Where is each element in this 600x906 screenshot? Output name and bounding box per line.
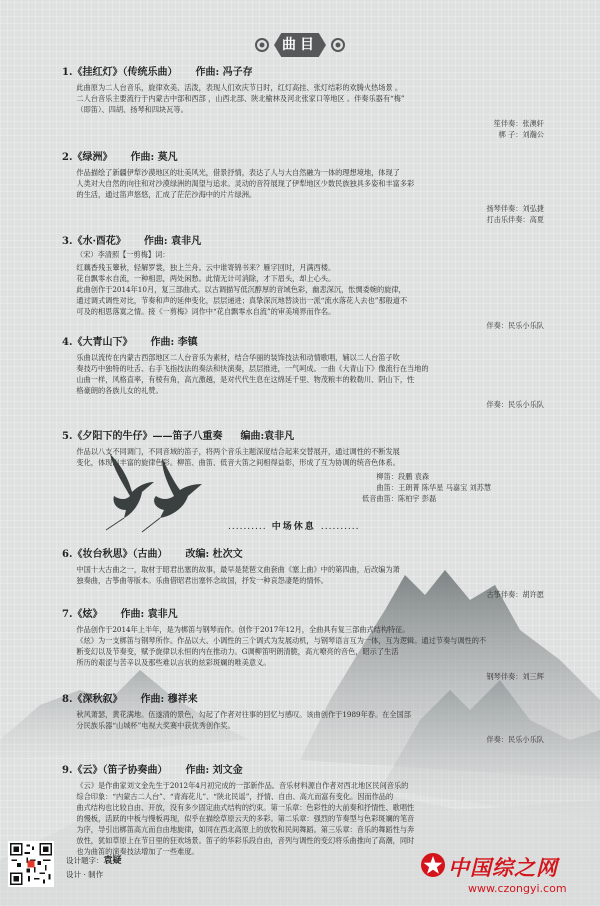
- performer-line: 扬琴伴奏：刘弘捷: [486, 204, 544, 213]
- description-line: 红藕香残玉簟秋，轻解罗裳，独上兰舟。云中谁寄锦书来？雁字回时，月满西楼。: [76, 263, 336, 272]
- program-item-heading: [62, 151, 544, 165]
- item-performers: [62, 118, 544, 140]
- cloud-swirl-icon: [254, 37, 270, 53]
- description-line: 的慢板，活跃的中板与慢板再现，似乎在描绘草原云天的多彩。第二乐章：强烈的节奏型与色彩斑斓的笔音: [76, 814, 415, 823]
- description-line: 秋风萧瑟，黄花满地。伍遂清的景色，勾起了作者对往事的回忆与感叹。该曲创作于1989年春。在全国部: [76, 710, 411, 719]
- description-line: 人类对大自然的向往和对沙漠绿洲的渴望与追求。灵动的音符展现了伊犁地区少数民族独具多姿和丰富多彩: [76, 179, 415, 188]
- description-line: 奏技巧中独特的吐舌、右手飞指技法的奏法和快演奏，层层推进，一气呵成。一曲《大青山下》像流行在当地的: [76, 364, 429, 373]
- site-watermark: [420, 852, 598, 904]
- roster-names: 陈柏宇 彭磊: [398, 494, 437, 503]
- item-description: [62, 352, 544, 396]
- description-line: 变化，体现出丰富的旋律色彩。柳笛、曲笛、低音大笛之间相得益彰，形成了互为协调的统音色体系。: [76, 458, 400, 467]
- performer-line: 钢琴伴奏：刘三辉: [486, 672, 544, 681]
- intermission-divider: [228, 519, 360, 532]
- performer-line: 伴奏：民乐小乐队: [486, 321, 544, 330]
- description-line: 综合印象：“内蒙古二人台”、“青海花儿”、“陕北民谣”，抒情、自由、高亢而富有变化。因而作品的: [76, 792, 394, 801]
- item-composer: 作曲: 袁非凡: [143, 236, 202, 247]
- qr-code-icon[interactable]: [8, 841, 54, 887]
- item-description: [62, 564, 544, 586]
- item-title: 4.《大青山下》: [62, 337, 133, 348]
- description-line: 作品创作于2014年上半年，是为梆笛与钢琴而作。创作于2017年12月，全曲具有复三部曲式结构特征。: [76, 625, 410, 634]
- credit-row: [66, 854, 122, 868]
- description-line: 此曲创作于2014年10月，复三部曲式。以古调描写低沉醇厚的音域色彩，幽悲深沉，怅惆委婉的旋律，: [76, 285, 406, 294]
- item-title: 2.《绿洲》: [62, 152, 113, 163]
- program-item-heading: [62, 764, 544, 778]
- intermission-label: 中场休息: [271, 522, 316, 532]
- description-line: 《炫》为一支梆笛与钢琴所作。作品以大、小调性的三个调式为发展动机，与钢琴语言互为一体，互为逻辑。通过节奏与调性的不: [76, 636, 487, 645]
- title-banner: [252, 30, 348, 60]
- program-item: [62, 66, 544, 140]
- description-line: （即笛）、四胡、扬琴和四块瓦等。: [76, 105, 188, 114]
- item-composer: 作曲: 李镇: [150, 337, 198, 348]
- watermark-brand: 中国综之网: [448, 856, 558, 880]
- roster-row: [350, 493, 491, 504]
- description-line: 格豪朗的各族儿女的礼赞。: [76, 386, 163, 395]
- description-line: 的生活，通过笛声悠悠，汇成了茫茫沙海中的片片绿洲。: [76, 190, 257, 199]
- performer-line: 古筝伴奏：胡许愿: [486, 590, 544, 599]
- description-line: 此曲原为二人台音乐，旋律欢美、活泼，表现人们欢庆节日时，红灯高挂、张灯结彩的欢腾火热场景 。: [76, 83, 403, 92]
- performer-line: 伴奏：民乐小乐队: [486, 400, 544, 409]
- description-line: 所历的艰涩与苦辛以及那些难以言状的炫彩斑斓的唯美意义。: [76, 658, 271, 667]
- credit-label: 设计题字：: [66, 856, 104, 865]
- performer-line: 打击乐伴奏：高夏: [486, 215, 544, 224]
- description-line: 作品以八支不同调门，不同音域的笛子，将两个音乐主题深度结合起来交替展开，通过调性的不断发展: [76, 447, 400, 456]
- description-line: 分民族乐器“山城杯”电视大奖赛中获优秀创作奖。: [76, 721, 235, 730]
- roster-names: 王朗菁 陈华星 马嘉宝 刘苏慧: [398, 483, 492, 492]
- star-logo-icon: [420, 852, 446, 878]
- description-line: 二人台音乐主要流行于内蒙古中部和西部 ，山西北部、陕北榆林及河北张家口等地区 。伴奏乐器有“梅”: [76, 94, 405, 103]
- performer-line: 梆 子：刘瀚公: [498, 130, 544, 139]
- program-item: [62, 336, 544, 410]
- description-line: 也为曲笛的演奏技法增加了一些难度。: [76, 847, 199, 856]
- description-line: 山曲一样，风格直率，有棱有角，高亢激越，是对代代生息在这绵延千里、物茂粮丰的敕勒川、阴山下，性: [76, 375, 415, 384]
- description-line: 乐曲以流传在内蒙古西部地区二人台音乐为素材，结合华丽的装饰技法和动情歌唱，辅以二人台笛子吹: [76, 353, 400, 362]
- item-description: [62, 624, 544, 668]
- item-performers: [62, 734, 544, 745]
- roster-role: 柳笛：: [376, 472, 398, 481]
- item-performers: [62, 320, 544, 331]
- item-title: 1.《挂红灯》（传统乐曲）: [62, 67, 178, 78]
- program-item-heading: [62, 693, 544, 707]
- program-item: [62, 693, 544, 745]
- item-description: [62, 262, 544, 317]
- item-performers: [62, 399, 544, 410]
- program-item: [62, 764, 544, 857]
- roster-row: [350, 471, 491, 482]
- credit-row: [66, 868, 122, 882]
- description-line: 放性，犹如草原上在节日里的狂欢场景。笛子的华彩乐段自由，音列与调性的变幻将乐曲推向了高潮，同时: [76, 836, 415, 845]
- performer-line: 伴奏：民乐小乐队: [486, 735, 544, 744]
- program-item-heading: [62, 608, 544, 622]
- item-composer: 作曲: 莫凡: [130, 152, 178, 163]
- divider-dots: ..........: [228, 522, 267, 532]
- item-description: [62, 709, 544, 731]
- cloud-swirl-icon: [330, 37, 346, 53]
- description-line: 为序，导引出梆笛高亢而自由地旋律，如同在西北高原上的放牧和民间舞蹈。第三乐章：音乐的舞蹈性与奔: [76, 825, 415, 834]
- item-composer: 作曲: 穆祥来: [140, 694, 198, 705]
- program-item-heading: [62, 548, 544, 562]
- item-composer: 作曲: 袁非凡: [120, 609, 178, 620]
- program-item: [62, 548, 544, 600]
- description-line: 曲式结构也比较自由、开放，没有多少固定曲式结构的约束。第一乐章：色彩性的大前奏和抒情性、歌唱性: [76, 803, 415, 812]
- program-item-heading: [62, 430, 544, 444]
- divider-dots: ..........: [320, 522, 360, 532]
- item-description: [62, 82, 544, 115]
- ensemble-roster: [350, 471, 491, 504]
- item-description: [62, 780, 544, 857]
- credit-label: 设计 · 制作: [66, 870, 104, 879]
- description-line: 作品描绘了新疆伊犁沙漠地区的壮美风光，借景抒情，表达了人与大自然融为一体的理想境地，体现了: [76, 168, 400, 177]
- roster-role: 曲笛：: [376, 483, 398, 492]
- roster-names: 段鹏 袁森: [398, 472, 430, 481]
- item-performers: [62, 203, 544, 225]
- description-line: 《云》是作曲家刘文金先生于2012年4月初完成的一部新作品。音乐材料源自作者对西北地区民间音乐的: [76, 781, 409, 790]
- item-composer: 作曲: 冯子存: [195, 67, 253, 78]
- program-item-heading: [62, 66, 544, 80]
- program-item-heading: [62, 235, 544, 249]
- credit-value: 袁疑: [103, 856, 122, 866]
- description-line: 独奏曲，古筝曲等版本。乐曲借昭君出塞怀念故国，抒发一种哀怨凄楚的情怀。: [76, 576, 328, 585]
- description-line: 断变幻以及节奏变，赋予旋律以永恒的内在推动力。G调柳笛明朗清脆，高亢嘹亮的音色，昭示了生活: [76, 647, 399, 656]
- cranes-illustration: [102, 452, 210, 534]
- program-item-heading: [62, 336, 544, 350]
- item-composer: 编曲:袁非凡: [240, 431, 295, 442]
- lyric-source: （宋）李清照【一剪梅】词：: [76, 250, 170, 259]
- roster-role: 低音曲笛：: [362, 494, 398, 503]
- description-line: 通过调式调性对比，节奏和声的延伸变化，层层递进；真挚深沉地替淡出一派“流水落花人去也”那般道不: [76, 296, 408, 305]
- item-description: [62, 167, 544, 200]
- item-performers: [62, 671, 544, 682]
- item-title: 5.《夕阳下的牛仔》——笛子八重奏: [62, 431, 223, 442]
- item-title: 8.《深秋叙》: [62, 694, 123, 705]
- program-item: [62, 235, 544, 331]
- credits: [66, 854, 122, 882]
- page-title: 曲目: [282, 37, 318, 53]
- item-performers: [62, 589, 544, 600]
- program-item: [62, 151, 544, 225]
- item-title: 3.《水·酉花》: [62, 236, 126, 247]
- description-line: 中国十大古曲之一，取材于昭君出塞的故事，最早是琵琶文曲套曲《塞上曲》中的第四曲，后改编为萧: [76, 565, 400, 574]
- item-composer: 改编: 杜次文: [185, 549, 243, 560]
- item-composer: 作曲: 刘文金: [185, 765, 243, 776]
- performer-line: 笙伴奏：张澳轩: [493, 119, 544, 128]
- item-title: 7.《炫》: [62, 609, 103, 620]
- program-item: [62, 608, 544, 682]
- roster-row: [350, 482, 491, 493]
- description-line: 花自飘零水自流，一种相思，两处闲愁。此情无计可消除，才下眉头，却上心头。: [76, 274, 336, 283]
- item-title: 9.《云》（笛子协奏曲）: [62, 765, 168, 776]
- item-title: 6.《妆台秋思》（古曲）: [62, 549, 168, 560]
- watermark-url[interactable]: www.czongyi.com: [468, 882, 567, 895]
- description-line: 可及的相思落寞之情。接《一剪梅》词作中“花自飘零水自流”的审美境界而作名。: [76, 307, 336, 316]
